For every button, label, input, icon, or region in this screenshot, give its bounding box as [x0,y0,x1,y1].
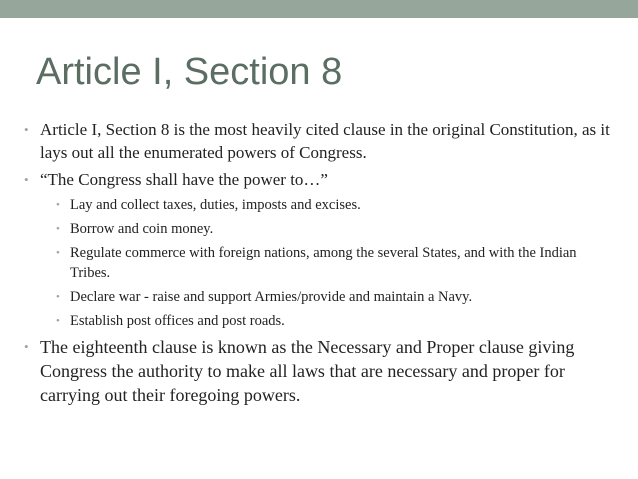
sub-bullet-dot-icon: • [56,315,60,327]
bullet-3 [24,335,614,407]
sub-bullet-text: Borrow and coin money. [70,221,214,237]
bullet-dot-icon: • [24,172,29,187]
sub-bullet-post-offices [24,311,614,331]
sub-bullet-text: Declare war - raise and support Armies/provide and maintain a Navy. [70,289,473,305]
sub-bullet-list [24,195,614,331]
sub-bullet-dot-icon: • [56,223,60,235]
sub-bullet-money [24,219,614,239]
sub-bullet-taxes [24,195,614,215]
sub-bullet-dot-icon: • [56,247,60,259]
sub-bullet-war [24,287,614,307]
bullet-2-text: “The Congress shall have the power to…” [40,170,328,189]
sub-bullet-dot-icon: • [56,291,60,303]
sub-bullet-text: Lay and collect taxes, duties, imposts and excises. [70,197,361,213]
sub-bullet-text: Regulate commerce with foreign nations, among the several States, and with the Indian Tribes. [70,245,577,281]
slide-body [24,118,614,411]
bullet-2 [24,168,614,191]
bullet-dot-icon: • [24,339,29,354]
sub-bullet-dot-icon: • [56,199,60,211]
sub-bullet-commerce [24,243,614,283]
bullet-dot-icon: • [24,122,29,137]
bullet-3-text: The eighteenth clause is known as the Necessary and Proper clause giving Congress the authority to make all laws that are necessary and proper for carrying out their foregoing powers. [40,337,575,405]
top-accent-bar [0,0,638,18]
bullet-1-text: Article I, Section 8 is the most heavily cited clause in the original Constitution, as it lays out all the enumerated powers of Congress. [40,120,610,162]
bullet-1 [24,118,614,164]
slide-title: Article I, Section 8 [36,51,343,93]
sub-bullet-text: Establish post offices and post roads. [70,313,285,329]
